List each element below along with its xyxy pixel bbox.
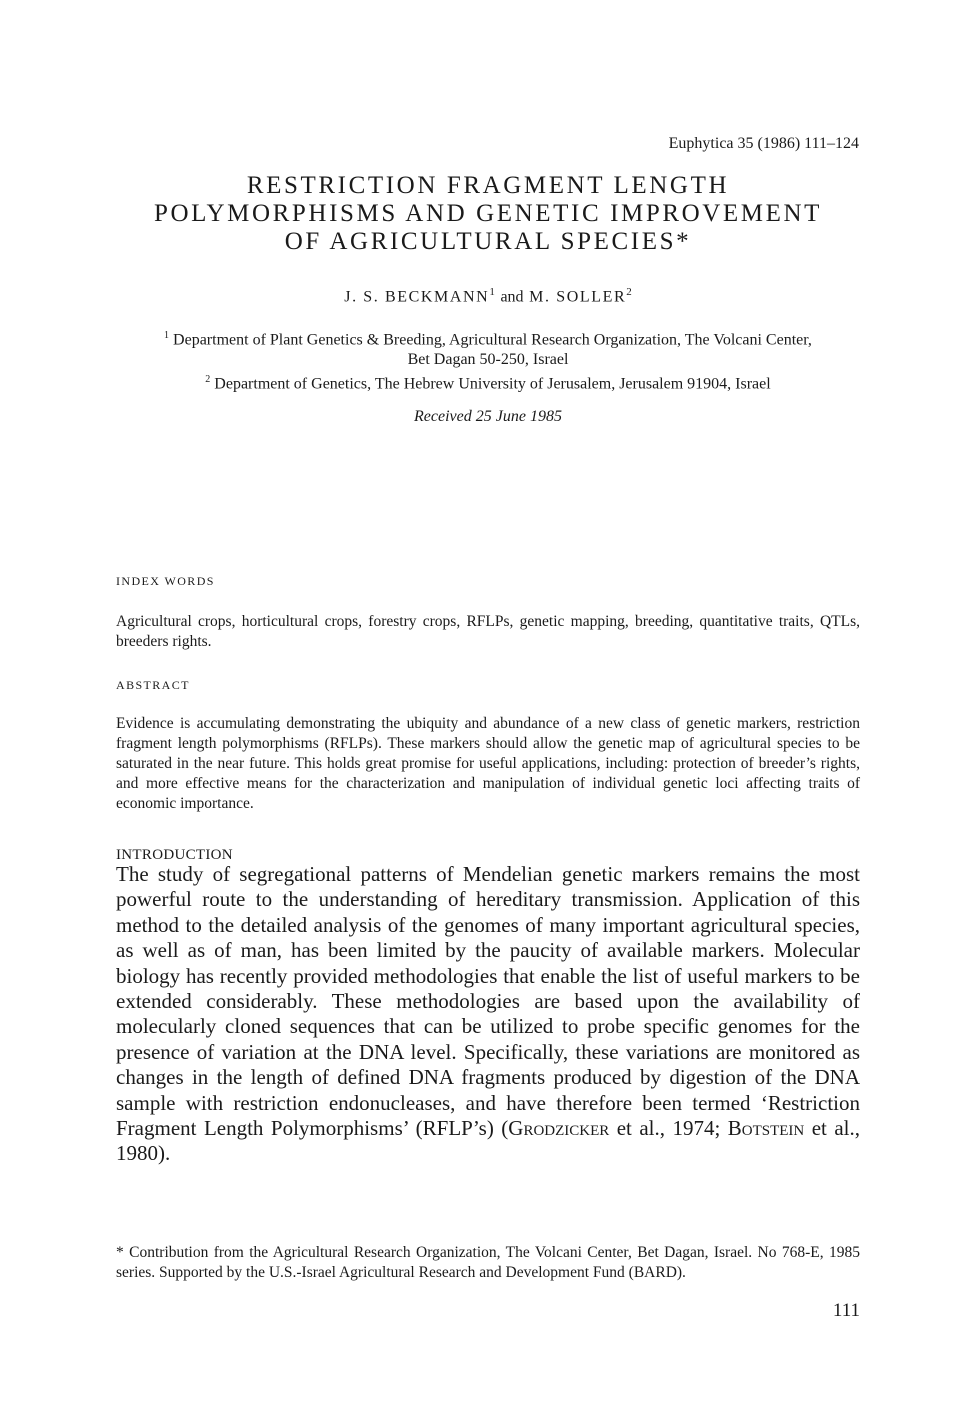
affiliations xyxy=(100,326,876,395)
affiliation-1-line-1: Department of Plant Genetics & Breeding, Agricultural Research Organization, The Volcani Center, xyxy=(173,331,812,349)
citation-grodzicker-rest: et al., 1974; xyxy=(609,1116,728,1141)
title-line-3: OF AGRICULTURAL SPECIES* xyxy=(284,228,692,255)
author-soller: M. SOLLER xyxy=(529,288,627,306)
paper-title xyxy=(100,172,876,256)
introduction-paragraph xyxy=(116,862,860,1167)
citation-grodzicker: Grodzicker xyxy=(508,1116,610,1141)
page-number: 111 xyxy=(832,1300,860,1321)
title-line-2: POLYMORPHISMS AND GENETIC IMPROVEMENT xyxy=(153,200,823,227)
citation-botstein: Botstein xyxy=(727,1116,805,1141)
author-beckmann: J. S. BECKMANN xyxy=(344,288,490,306)
author-soller-affil-mark: 2 xyxy=(626,286,632,298)
author-list xyxy=(100,286,876,306)
citation-botstein-rest: et al., 1980). xyxy=(116,1116,860,1166)
index-words-text: Agricultural crops, horticultural crops, forestry crops, RFLPs, genetic mapping, breeding, quantitative traits, QTLs, breeders rights. xyxy=(116,613,860,650)
author-beckmann-affil-mark: 1 xyxy=(489,286,495,298)
affiliation-2-mark: 2 xyxy=(205,374,211,386)
title-line-1: RESTRICTION FRAGMENT LENGTH xyxy=(246,172,730,199)
affiliation-2 xyxy=(100,370,876,394)
introduction-heading: INTRODUCTION xyxy=(116,847,233,863)
received-date: Received 25 June 1985 xyxy=(414,408,562,425)
footnote: * Contribution from the Agricultural Research Organization, The Volcani Center, Bet Dagan, Israel. No 768-E, 1985 series. Supported by the U.S.-Israel Agricultural Research and Development Fund (BARD). xyxy=(116,1244,860,1281)
introduction-main-text: The study of segregational patterns of Mendelian genetic markers remains the most powerful route to the understanding of hereditary transmission. Application of this method to the detailed analysis of the genomes of many important agricultural species, as well as of man, has been limited by the paucity of available markers. Molecular biology has recently provided methodologies that enable the list of useful markers to be extended considerably. These methodologies are based upon the availability of molecularly cloned sequences that can be utilized to probe specific genomes for the presence of variation at the DNA level. Specifically, these variations are monitored as changes in the length of defined DNA fragments produced by digestion of the DNA sample with restriction endonucleases, and have therefore been termed ‘Restriction Fragment Length Polymorphisms’ (RFLP’s) ( xyxy=(116,862,860,1141)
journal-reference: Euphytica 35 (1986) 111–124 xyxy=(668,135,859,152)
abstract-text: Evidence is accumulating demonstrating the ubiquity and abundance of a new class of genetic markers, restriction fragment length polymorphisms (RFLPs). These markers should allow the genetic map of agricultural species to be saturated in the near future. This holds great promise for useful applications, including: protection of breeder’s rights, and more effective means for the characterization and manipulation of individual genetic loci affecting traits of economic importance. xyxy=(116,715,860,812)
affiliation-2-text: Department of Genetics, The Hebrew University of Jerusalem, Jerusalem 91904, Israel xyxy=(214,375,771,393)
abstract-heading: ABSTRACT xyxy=(116,678,190,692)
affiliation-1-mark: 1 xyxy=(164,330,170,341)
affiliation-1 xyxy=(100,326,876,350)
affiliation-1-line-2: Bet Dagan 50-250, Israel xyxy=(407,351,569,369)
index-words-heading: INDEX WORDS xyxy=(116,574,215,588)
author-conjunction: and xyxy=(500,288,524,306)
